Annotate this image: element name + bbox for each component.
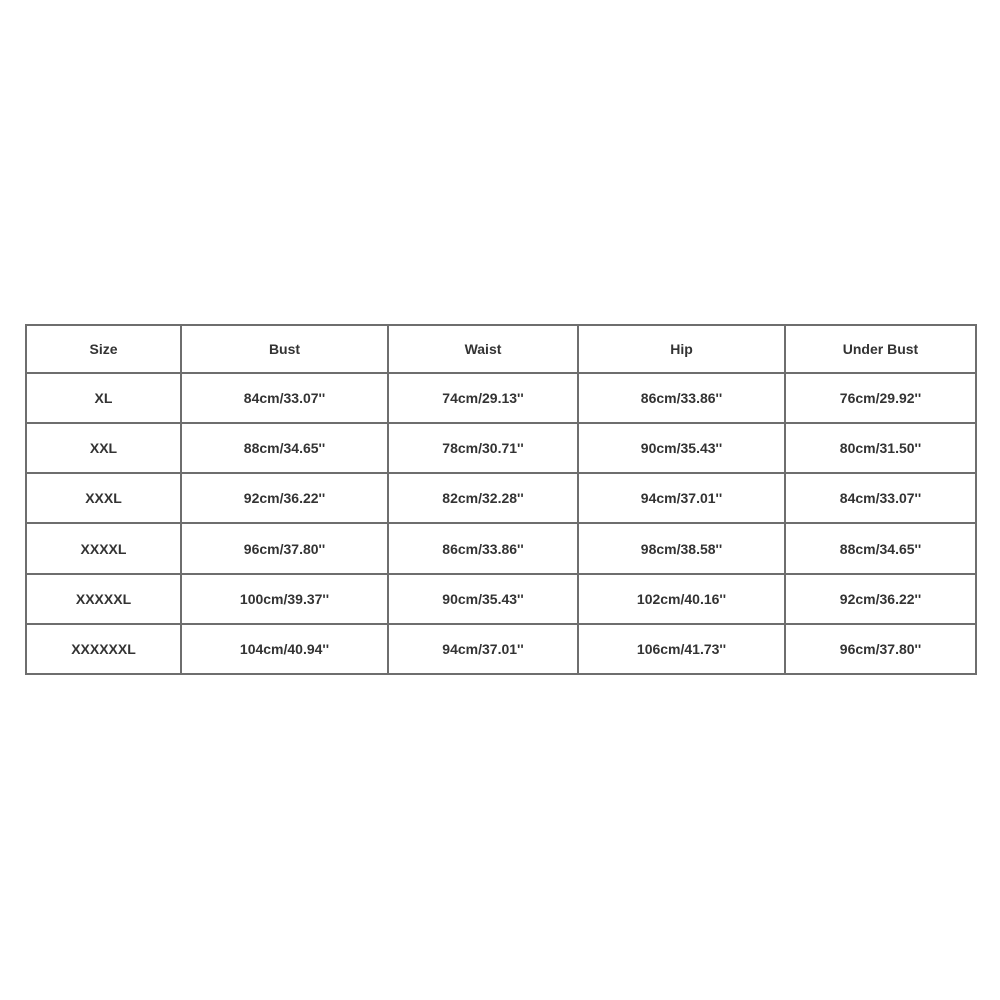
cell-hip: 86cm/33.86'' [578,373,785,423]
table-row [26,523,976,573]
cell-bust: 92cm/36.22'' [181,473,388,523]
cell-waist: 74cm/29.13'' [388,373,578,423]
cell-bust: 88cm/34.65'' [181,423,388,473]
cell-size: XXL [26,423,181,473]
cell-waist: 82cm/32.28'' [388,473,578,523]
table-row [26,473,976,523]
cell-size: XXXXXL [26,574,181,624]
cell-waist: 90cm/35.43'' [388,574,578,624]
table-row [26,423,976,473]
cell-waist: 78cm/30.71'' [388,423,578,473]
header-size: Size [26,325,181,373]
header-bust: Bust [181,325,388,373]
table-row [26,574,976,624]
cell-hip: 98cm/38.58'' [578,523,785,573]
cell-waist: 94cm/37.01'' [388,624,578,674]
cell-hip: 90cm/35.43'' [578,423,785,473]
header-under-bust: Under Bust [785,325,976,373]
cell-size: XXXL [26,473,181,523]
header-waist: Waist [388,325,578,373]
cell-bust: 96cm/37.80'' [181,523,388,573]
size-chart-table [25,324,977,675]
cell-hip: 102cm/40.16'' [578,574,785,624]
cell-waist: 86cm/33.86'' [388,523,578,573]
cell-bust: 104cm/40.94'' [181,624,388,674]
cell-bust: 100cm/39.37'' [181,574,388,624]
header-hip: Hip [578,325,785,373]
cell-under-bust: 84cm/33.07'' [785,473,976,523]
cell-under-bust: 88cm/34.65'' [785,523,976,573]
cell-hip: 94cm/37.01'' [578,473,785,523]
table-row [26,373,976,423]
cell-size: XXXXXXL [26,624,181,674]
cell-size: XL [26,373,181,423]
cell-hip: 106cm/41.73'' [578,624,785,674]
cell-under-bust: 76cm/29.92'' [785,373,976,423]
cell-under-bust: 80cm/31.50'' [785,423,976,473]
table-header-row [26,325,976,373]
table-row [26,624,976,674]
cell-bust: 84cm/33.07'' [181,373,388,423]
cell-under-bust: 96cm/37.80'' [785,624,976,674]
cell-size: XXXXL [26,523,181,573]
cell-under-bust: 92cm/36.22'' [785,574,976,624]
